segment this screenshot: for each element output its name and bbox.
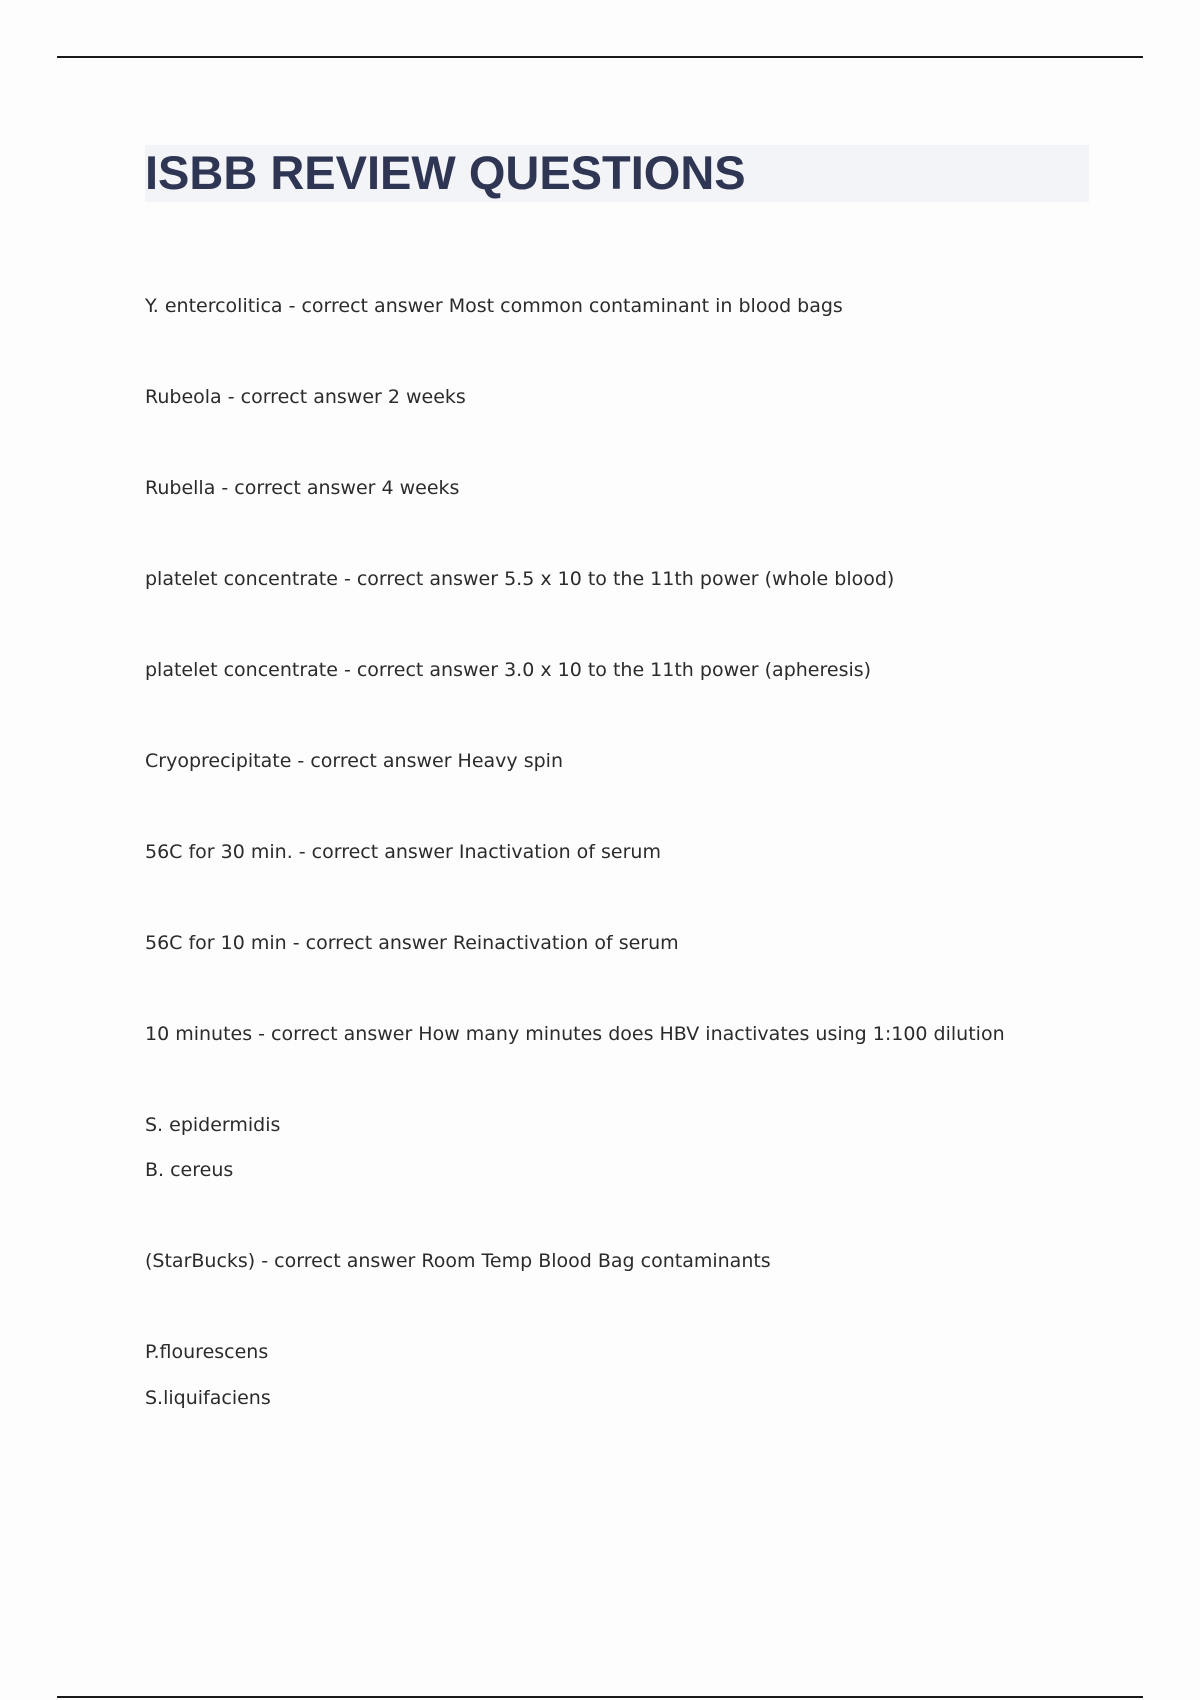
- qa-line: Cryoprecipitate - correct answer Heavy spin: [145, 750, 563, 772]
- top-rule: [57, 56, 1143, 58]
- qa-line: 10 minutes - correct answer How many minutes does HBV inactivates using 1:100 dilution: [145, 1023, 1005, 1045]
- qa-line: Rubeola - correct answer 2 weeks: [145, 386, 466, 408]
- document-title: ISBB REVIEW QUESTIONS: [145, 146, 746, 199]
- qa-line: 56C for 30 min. - correct answer Inactivation of serum: [145, 841, 661, 863]
- qa-line: 56C for 10 min - correct answer Reinactivation of serum: [145, 932, 679, 954]
- qa-line: platelet concentrate - correct answer 5.5 x 10 to the 11th power (whole blood): [145, 568, 895, 590]
- qa-line: Y. entercolitica - correct answer Most common contaminant in blood bags: [145, 295, 843, 317]
- qa-line: platelet concentrate - correct answer 3.0 x 10 to the 11th power (apheresis): [145, 659, 872, 681]
- qa-line: (StarBucks) - correct answer Room Temp Blood Bag contaminants: [145, 1250, 771, 1272]
- bottom-rule: [57, 1696, 1143, 1698]
- qa-line: P.flourescens: [145, 1341, 269, 1363]
- qa-line: B. cereus: [145, 1159, 234, 1181]
- qa-line: S.liquifaciens: [145, 1387, 271, 1409]
- qa-line: Rubella - correct answer 4 weeks: [145, 477, 460, 499]
- qa-line: S. epidermidis: [145, 1114, 281, 1136]
